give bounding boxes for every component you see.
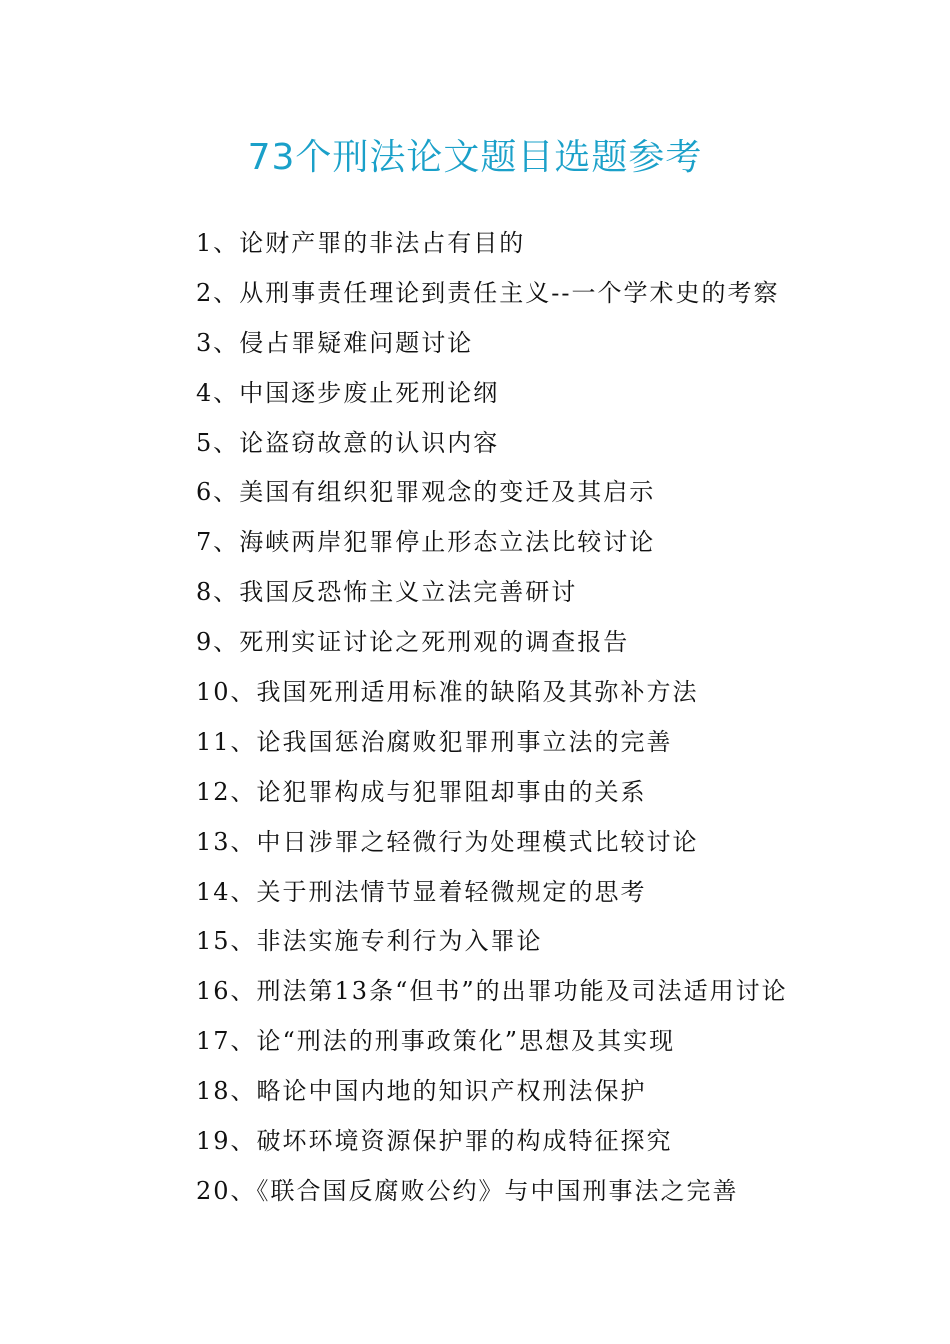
list-item: 18、略论中国内地的知识产权刑法保护 bbox=[196, 1077, 647, 1106]
list-item: 2、从刑事责任理论到责任主义--一个学术史的考察 bbox=[196, 278, 780, 307]
list-item: 10、我国死刑适用标准的缺陷及其弥补方法 bbox=[196, 678, 699, 707]
list-item: 3、侵占罪疑难问题讨论 bbox=[196, 328, 474, 357]
list-item: 4、中国逐步废止死刑论纲 bbox=[196, 378, 500, 407]
list-item: 7、海峡两岸犯罪停止形态立法比较讨论 bbox=[196, 528, 656, 557]
list-item: 14、关于刑法情节显着轻微规定的思考 bbox=[196, 877, 647, 906]
list-item: 6、美国有组织犯罪观念的变迁及其启示 bbox=[196, 478, 656, 507]
list-item: 17、论“刑法的刑事政策化”思想及其实现 bbox=[196, 1027, 676, 1056]
topic-list bbox=[196, 221, 896, 1219]
list-item: 8、我国反恐怖主义立法完善研讨 bbox=[196, 578, 578, 607]
list-item: 5、论盗窃故意的认识内容 bbox=[196, 428, 500, 457]
list-item: 19、破坏环境资源保护罪的构成特征探究 bbox=[196, 1127, 673, 1156]
list-item: 13、中日涉罪之轻微行为处理模式比较讨论 bbox=[196, 827, 699, 856]
list-item: 9、死刑实证讨论之死刑观的调查报告 bbox=[196, 628, 630, 657]
list-item: 16、刑法第13条“但书”的出罪功能及司法适用讨论 bbox=[196, 977, 788, 1006]
list-item: 20、《联合国反腐败公约》与中国刑事法之完善 bbox=[196, 1176, 739, 1205]
list-item: 1、论财产罪的非法占有目的 bbox=[196, 229, 526, 257]
page-title: 73个刑法论文题目选题参考 bbox=[247, 137, 703, 178]
list-item: 11、论我国惩治腐败犯罪刑事立法的完善 bbox=[196, 727, 673, 756]
list-item: 15、非法实施专利行为入罪论 bbox=[196, 927, 543, 956]
list-item: 12、论犯罪构成与犯罪阻却事由的关系 bbox=[196, 777, 647, 806]
